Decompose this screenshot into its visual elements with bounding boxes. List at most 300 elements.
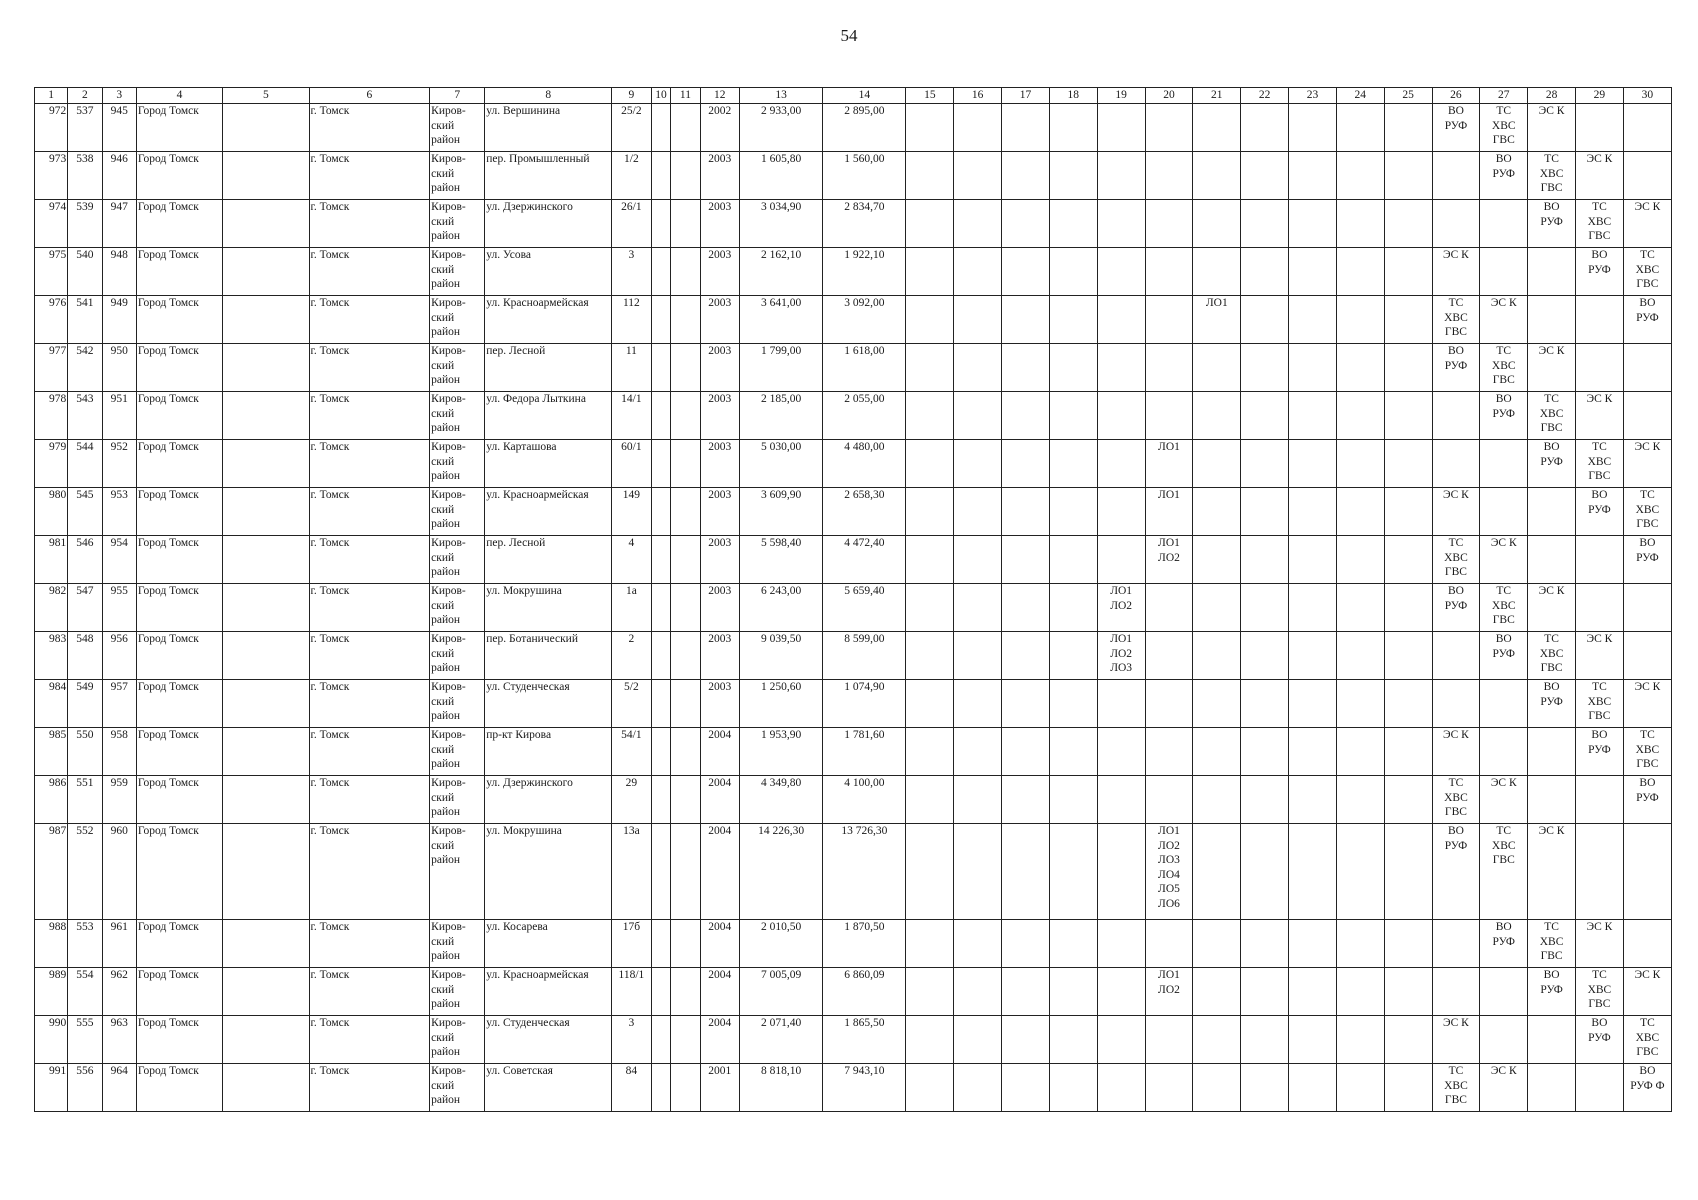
cell-col-22: [1241, 920, 1289, 968]
cell-col-7: Киров- ский район: [430, 680, 485, 728]
cell-col-14: 1 618,00: [823, 344, 906, 392]
cell-col-16: [954, 152, 1002, 200]
cell-col-9: 3: [612, 248, 652, 296]
cell-col-16: [954, 968, 1002, 1016]
cell-col-17: [1002, 344, 1050, 392]
cell-col-10: [651, 248, 671, 296]
table-row: [35, 584, 1672, 632]
cell-col-13: 1 799,00: [740, 344, 823, 392]
cell-col-23: [1289, 536, 1337, 584]
cell-col-5: [223, 344, 309, 392]
cell-col-8: пер. Лесной: [485, 344, 612, 392]
column-header-9: 9: [612, 88, 652, 104]
cell-col-12: 2004: [700, 728, 740, 776]
cell-col-20: [1145, 632, 1193, 680]
cell-col-22: [1241, 248, 1289, 296]
cell-col-30: [1623, 920, 1671, 968]
cell-col-10: [651, 392, 671, 440]
cell-col-20: [1145, 776, 1193, 824]
cell-col-4: Город Томск: [136, 344, 222, 392]
cell-col-5: [223, 200, 309, 248]
cell-col-15: [906, 488, 954, 536]
cell-col-11: [671, 488, 700, 536]
cell-col-16: [954, 536, 1002, 584]
table-row: [35, 392, 1672, 440]
cell-col-7: Киров- ский район: [430, 728, 485, 776]
cell-col-14: 13 726,30: [823, 824, 906, 920]
table-row: [35, 200, 1672, 248]
cell-col-14: 1 865,50: [823, 1016, 906, 1064]
cell-col-14: 1 870,50: [823, 920, 906, 968]
cell-col-6: г. Томск: [309, 728, 430, 776]
cell-col-18: [1049, 824, 1097, 920]
cell-col-5: [223, 920, 309, 968]
cell-col-10: [651, 1016, 671, 1064]
cell-col-25: [1384, 824, 1432, 920]
cell-col-19: [1097, 920, 1145, 968]
cell-col-26: ВО РУФ: [1432, 104, 1480, 152]
cell-col-19: [1097, 344, 1145, 392]
cell-col-23: [1289, 776, 1337, 824]
cell-col-22: [1241, 488, 1289, 536]
cell-col-2: 541: [68, 296, 102, 344]
cell-col-11: [671, 536, 700, 584]
cell-col-16: [954, 296, 1002, 344]
cell-col-26: ТС ХВС ГВС: [1432, 1064, 1480, 1112]
cell-col-15: [906, 680, 954, 728]
cell-col-4: Город Томск: [136, 632, 222, 680]
cell-col-24: [1336, 392, 1384, 440]
cell-col-1: 990: [35, 1016, 68, 1064]
cell-col-9: 118/1: [612, 968, 652, 1016]
cell-col-17: [1002, 968, 1050, 1016]
cell-col-15: [906, 392, 954, 440]
page-number: 54: [840, 26, 858, 45]
cell-col-1: 988: [35, 920, 68, 968]
cell-col-26: [1432, 152, 1480, 200]
cell-col-28: [1528, 536, 1576, 584]
cell-col-29: ТС ХВС ГВС: [1576, 680, 1624, 728]
cell-col-24: [1336, 344, 1384, 392]
cell-col-20: [1145, 680, 1193, 728]
column-header-24: 24: [1336, 88, 1384, 104]
cell-col-16: [954, 680, 1002, 728]
cell-col-24: [1336, 488, 1384, 536]
cell-col-6: г. Томск: [309, 152, 430, 200]
cell-col-26: ТС ХВС ГВС: [1432, 296, 1480, 344]
cell-col-1: 974: [35, 200, 68, 248]
cell-col-25: [1384, 536, 1432, 584]
cell-col-26: ВО РУФ: [1432, 584, 1480, 632]
cell-col-16: [954, 920, 1002, 968]
cell-col-24: [1336, 728, 1384, 776]
cell-col-23: [1289, 104, 1337, 152]
cell-col-8: ул. Студенческая: [485, 680, 612, 728]
cell-col-29: [1576, 296, 1624, 344]
cell-col-5: [223, 680, 309, 728]
column-header-15: 15: [906, 88, 954, 104]
cell-col-13: 3 034,90: [740, 200, 823, 248]
cell-col-8: ул. Студенческая: [485, 1016, 612, 1064]
cell-col-23: [1289, 248, 1337, 296]
cell-col-28: ТС ХВС ГВС: [1528, 152, 1576, 200]
cell-col-3: 957: [102, 680, 136, 728]
cell-col-11: [671, 344, 700, 392]
cell-col-19: [1097, 200, 1145, 248]
cell-col-27: ТС ХВС ГВС: [1480, 344, 1528, 392]
cell-col-26: ВО РУФ: [1432, 824, 1480, 920]
cell-col-10: [651, 104, 671, 152]
cell-col-26: ТС ХВС ГВС: [1432, 536, 1480, 584]
cell-col-20: [1145, 296, 1193, 344]
cell-col-21: [1193, 104, 1241, 152]
cell-col-25: [1384, 296, 1432, 344]
cell-col-22: [1241, 296, 1289, 344]
cell-col-25: [1384, 152, 1432, 200]
cell-col-29: ЭС К: [1576, 920, 1624, 968]
cell-col-20: [1145, 1016, 1193, 1064]
cell-col-20: [1145, 248, 1193, 296]
cell-col-25: [1384, 776, 1432, 824]
cell-col-21: [1193, 152, 1241, 200]
cell-col-15: [906, 440, 954, 488]
cell-col-28: ТС ХВС ГВС: [1528, 392, 1576, 440]
cell-col-6: г. Томск: [309, 584, 430, 632]
table-row: [35, 440, 1672, 488]
cell-col-16: [954, 824, 1002, 920]
cell-col-15: [906, 1064, 954, 1112]
cell-col-21: [1193, 392, 1241, 440]
cell-col-22: [1241, 200, 1289, 248]
cell-col-18: [1049, 296, 1097, 344]
cell-col-29: [1576, 104, 1624, 152]
cell-col-3: 953: [102, 488, 136, 536]
cell-col-5: [223, 728, 309, 776]
cell-col-30: [1623, 392, 1671, 440]
cell-col-2: 550: [68, 728, 102, 776]
cell-col-28: ВО РУФ: [1528, 968, 1576, 1016]
cell-col-20: ЛО1: [1145, 488, 1193, 536]
cell-col-22: [1241, 632, 1289, 680]
cell-col-24: [1336, 920, 1384, 968]
cell-col-10: [651, 152, 671, 200]
cell-col-27: ЭС К: [1480, 536, 1528, 584]
cell-col-25: [1384, 440, 1432, 488]
cell-col-4: Город Томск: [136, 200, 222, 248]
cell-col-4: Город Томск: [136, 968, 222, 1016]
cell-col-4: Город Томск: [136, 824, 222, 920]
cell-col-27: [1480, 488, 1528, 536]
cell-col-12: 2004: [700, 776, 740, 824]
column-header-27: 27: [1480, 88, 1528, 104]
cell-col-10: [651, 584, 671, 632]
cell-col-28: [1528, 1016, 1576, 1064]
cell-col-8: пер. Ботанический: [485, 632, 612, 680]
cell-col-22: [1241, 392, 1289, 440]
cell-col-15: [906, 584, 954, 632]
cell-col-11: [671, 1016, 700, 1064]
cell-col-3: 961: [102, 920, 136, 968]
cell-col-19: [1097, 536, 1145, 584]
cell-col-14: 5 659,40: [823, 584, 906, 632]
cell-col-2: 553: [68, 920, 102, 968]
cell-col-9: 1а: [612, 584, 652, 632]
cell-col-9: 112: [612, 296, 652, 344]
cell-col-15: [906, 104, 954, 152]
cell-col-30: ЭС К: [1623, 680, 1671, 728]
cell-col-2: 548: [68, 632, 102, 680]
cell-col-24: [1336, 776, 1384, 824]
cell-col-17: [1002, 536, 1050, 584]
cell-col-21: [1193, 680, 1241, 728]
cell-col-12: 2003: [700, 152, 740, 200]
cell-col-22: [1241, 680, 1289, 728]
cell-col-15: [906, 248, 954, 296]
cell-col-6: г. Томск: [309, 200, 430, 248]
cell-col-19: [1097, 728, 1145, 776]
cell-col-26: ЭС К: [1432, 728, 1480, 776]
cell-col-17: [1002, 440, 1050, 488]
cell-col-9: 13а: [612, 824, 652, 920]
cell-col-10: [651, 728, 671, 776]
table-row: [35, 344, 1672, 392]
cell-col-24: [1336, 200, 1384, 248]
cell-col-9: 4: [612, 536, 652, 584]
cell-col-7: Киров- ский район: [430, 200, 485, 248]
cell-col-21: [1193, 440, 1241, 488]
cell-col-16: [954, 200, 1002, 248]
column-header-11: 11: [671, 88, 700, 104]
cell-col-29: ТС ХВС ГВС: [1576, 200, 1624, 248]
cell-col-13: 5 598,40: [740, 536, 823, 584]
cell-col-22: [1241, 1064, 1289, 1112]
table-row: [35, 680, 1672, 728]
cell-col-4: Город Томск: [136, 248, 222, 296]
cell-col-19: [1097, 152, 1145, 200]
cell-col-16: [954, 392, 1002, 440]
cell-col-23: [1289, 824, 1337, 920]
cell-col-5: [223, 1064, 309, 1112]
column-header-21: 21: [1193, 88, 1241, 104]
cell-col-18: [1049, 776, 1097, 824]
cell-col-7: Киров- ский район: [430, 440, 485, 488]
cell-col-15: [906, 632, 954, 680]
cell-col-27: [1480, 248, 1528, 296]
column-header-30: 30: [1623, 88, 1671, 104]
cell-col-9: 29: [612, 776, 652, 824]
cell-col-17: [1002, 728, 1050, 776]
cell-col-29: [1576, 1064, 1624, 1112]
cell-col-29: ВО РУФ: [1576, 488, 1624, 536]
cell-col-29: ТС ХВС ГВС: [1576, 968, 1624, 1016]
cell-col-12: 2003: [700, 488, 740, 536]
cell-col-14: 2 834,70: [823, 200, 906, 248]
table-row: [35, 728, 1672, 776]
cell-col-1: 972: [35, 104, 68, 152]
cell-col-28: [1528, 248, 1576, 296]
cell-col-21: [1193, 248, 1241, 296]
cell-col-22: [1241, 1016, 1289, 1064]
table-row: [35, 824, 1672, 920]
cell-col-23: [1289, 632, 1337, 680]
cell-col-20: [1145, 920, 1193, 968]
table-row: [35, 1064, 1672, 1112]
cell-col-5: [223, 1016, 309, 1064]
cell-col-12: 2003: [700, 440, 740, 488]
cell-col-7: Киров- ский район: [430, 968, 485, 1016]
cell-col-22: [1241, 968, 1289, 1016]
cell-col-21: [1193, 584, 1241, 632]
cell-col-17: [1002, 296, 1050, 344]
cell-col-15: [906, 920, 954, 968]
cell-col-2: 542: [68, 344, 102, 392]
cell-col-6: г. Томск: [309, 920, 430, 968]
cell-col-4: Город Томск: [136, 728, 222, 776]
cell-col-15: [906, 824, 954, 920]
cell-col-16: [954, 104, 1002, 152]
cell-col-27: ТС ХВС ГВС: [1480, 104, 1528, 152]
cell-col-7: Киров- ский район: [430, 920, 485, 968]
column-header-1: 1: [35, 88, 68, 104]
cell-col-17: [1002, 104, 1050, 152]
cell-col-30: [1623, 344, 1671, 392]
cell-col-12: 2003: [700, 632, 740, 680]
cell-col-24: [1336, 584, 1384, 632]
cell-col-23: [1289, 296, 1337, 344]
cell-col-25: [1384, 488, 1432, 536]
column-header-29: 29: [1576, 88, 1624, 104]
cell-col-21: [1193, 968, 1241, 1016]
cell-col-12: 2003: [700, 200, 740, 248]
cell-col-5: [223, 152, 309, 200]
cell-col-15: [906, 728, 954, 776]
cell-col-29: ВО РУФ: [1576, 1016, 1624, 1064]
column-header-16: 16: [954, 88, 1002, 104]
cell-col-4: Город Томск: [136, 584, 222, 632]
cell-col-26: ВО РУФ: [1432, 344, 1480, 392]
table-row: [35, 920, 1672, 968]
cell-col-8: ул. Косарева: [485, 920, 612, 968]
cell-col-4: Город Томск: [136, 920, 222, 968]
cell-col-25: [1384, 632, 1432, 680]
cell-col-24: [1336, 1016, 1384, 1064]
cell-col-18: [1049, 344, 1097, 392]
cell-col-17: [1002, 1016, 1050, 1064]
cell-col-19: [1097, 104, 1145, 152]
cell-col-27: ВО РУФ: [1480, 152, 1528, 200]
cell-col-26: [1432, 632, 1480, 680]
cell-col-1: 979: [35, 440, 68, 488]
cell-col-22: [1241, 152, 1289, 200]
cell-col-30: ЭС К: [1623, 200, 1671, 248]
cell-col-5: [223, 968, 309, 1016]
cell-col-5: [223, 296, 309, 344]
column-number-row: [35, 88, 1672, 104]
cell-col-30: [1623, 824, 1671, 920]
cell-col-13: 1 250,60: [740, 680, 823, 728]
cell-col-10: [651, 632, 671, 680]
cell-col-14: 2 895,00: [823, 104, 906, 152]
cell-col-20: [1145, 1064, 1193, 1112]
cell-col-10: [651, 824, 671, 920]
cell-col-21: [1193, 488, 1241, 536]
cell-col-5: [223, 584, 309, 632]
cell-col-19: [1097, 392, 1145, 440]
cell-col-1: 973: [35, 152, 68, 200]
cell-col-29: ЭС К: [1576, 632, 1624, 680]
cell-col-23: [1289, 968, 1337, 1016]
cell-col-3: 960: [102, 824, 136, 920]
cell-col-22: [1241, 104, 1289, 152]
cell-col-22: [1241, 344, 1289, 392]
cell-col-30: ТС ХВС ГВС: [1623, 1016, 1671, 1064]
cell-col-29: [1576, 536, 1624, 584]
cell-col-12: 2003: [700, 584, 740, 632]
cell-col-10: [651, 1064, 671, 1112]
table-row: [35, 248, 1672, 296]
cell-col-24: [1336, 152, 1384, 200]
cell-col-2: 544: [68, 440, 102, 488]
cell-col-11: [671, 584, 700, 632]
cell-col-29: [1576, 344, 1624, 392]
cell-col-16: [954, 488, 1002, 536]
cell-col-27: [1480, 968, 1528, 1016]
cell-col-21: [1193, 728, 1241, 776]
cell-col-3: 955: [102, 584, 136, 632]
cell-col-19: [1097, 440, 1145, 488]
cell-col-4: Город Томск: [136, 680, 222, 728]
cell-col-24: [1336, 248, 1384, 296]
cell-col-4: Город Томск: [136, 1064, 222, 1112]
cell-col-9: 54/1: [612, 728, 652, 776]
cell-col-16: [954, 584, 1002, 632]
cell-col-25: [1384, 344, 1432, 392]
cell-col-11: [671, 392, 700, 440]
cell-col-27: [1480, 728, 1528, 776]
cell-col-16: [954, 1016, 1002, 1064]
cell-col-12: 2003: [700, 392, 740, 440]
cell-col-3: 946: [102, 152, 136, 200]
table-row: [35, 632, 1672, 680]
cell-col-27: ВО РУФ: [1480, 920, 1528, 968]
cell-col-23: [1289, 584, 1337, 632]
cell-col-20: [1145, 104, 1193, 152]
cell-col-11: [671, 440, 700, 488]
cell-col-7: Киров- ский район: [430, 392, 485, 440]
cell-col-18: [1049, 392, 1097, 440]
cell-col-19: [1097, 968, 1145, 1016]
cell-col-20: [1145, 200, 1193, 248]
cell-col-2: 556: [68, 1064, 102, 1112]
cell-col-24: [1336, 824, 1384, 920]
cell-col-21: [1193, 920, 1241, 968]
cell-col-3: 963: [102, 1016, 136, 1064]
cell-col-17: [1002, 584, 1050, 632]
table-row: [35, 104, 1672, 152]
cell-col-27: ЭС К: [1480, 1064, 1528, 1112]
cell-col-26: [1432, 968, 1480, 1016]
cell-col-6: г. Томск: [309, 632, 430, 680]
cell-col-9: 3: [612, 1016, 652, 1064]
cell-col-21: [1193, 776, 1241, 824]
cell-col-3: 956: [102, 632, 136, 680]
cell-col-27: [1480, 680, 1528, 728]
cell-col-18: [1049, 728, 1097, 776]
cell-col-3: 945: [102, 104, 136, 152]
cell-col-13: 1 605,80: [740, 152, 823, 200]
cell-col-7: Киров- ский район: [430, 824, 485, 920]
cell-col-25: [1384, 584, 1432, 632]
